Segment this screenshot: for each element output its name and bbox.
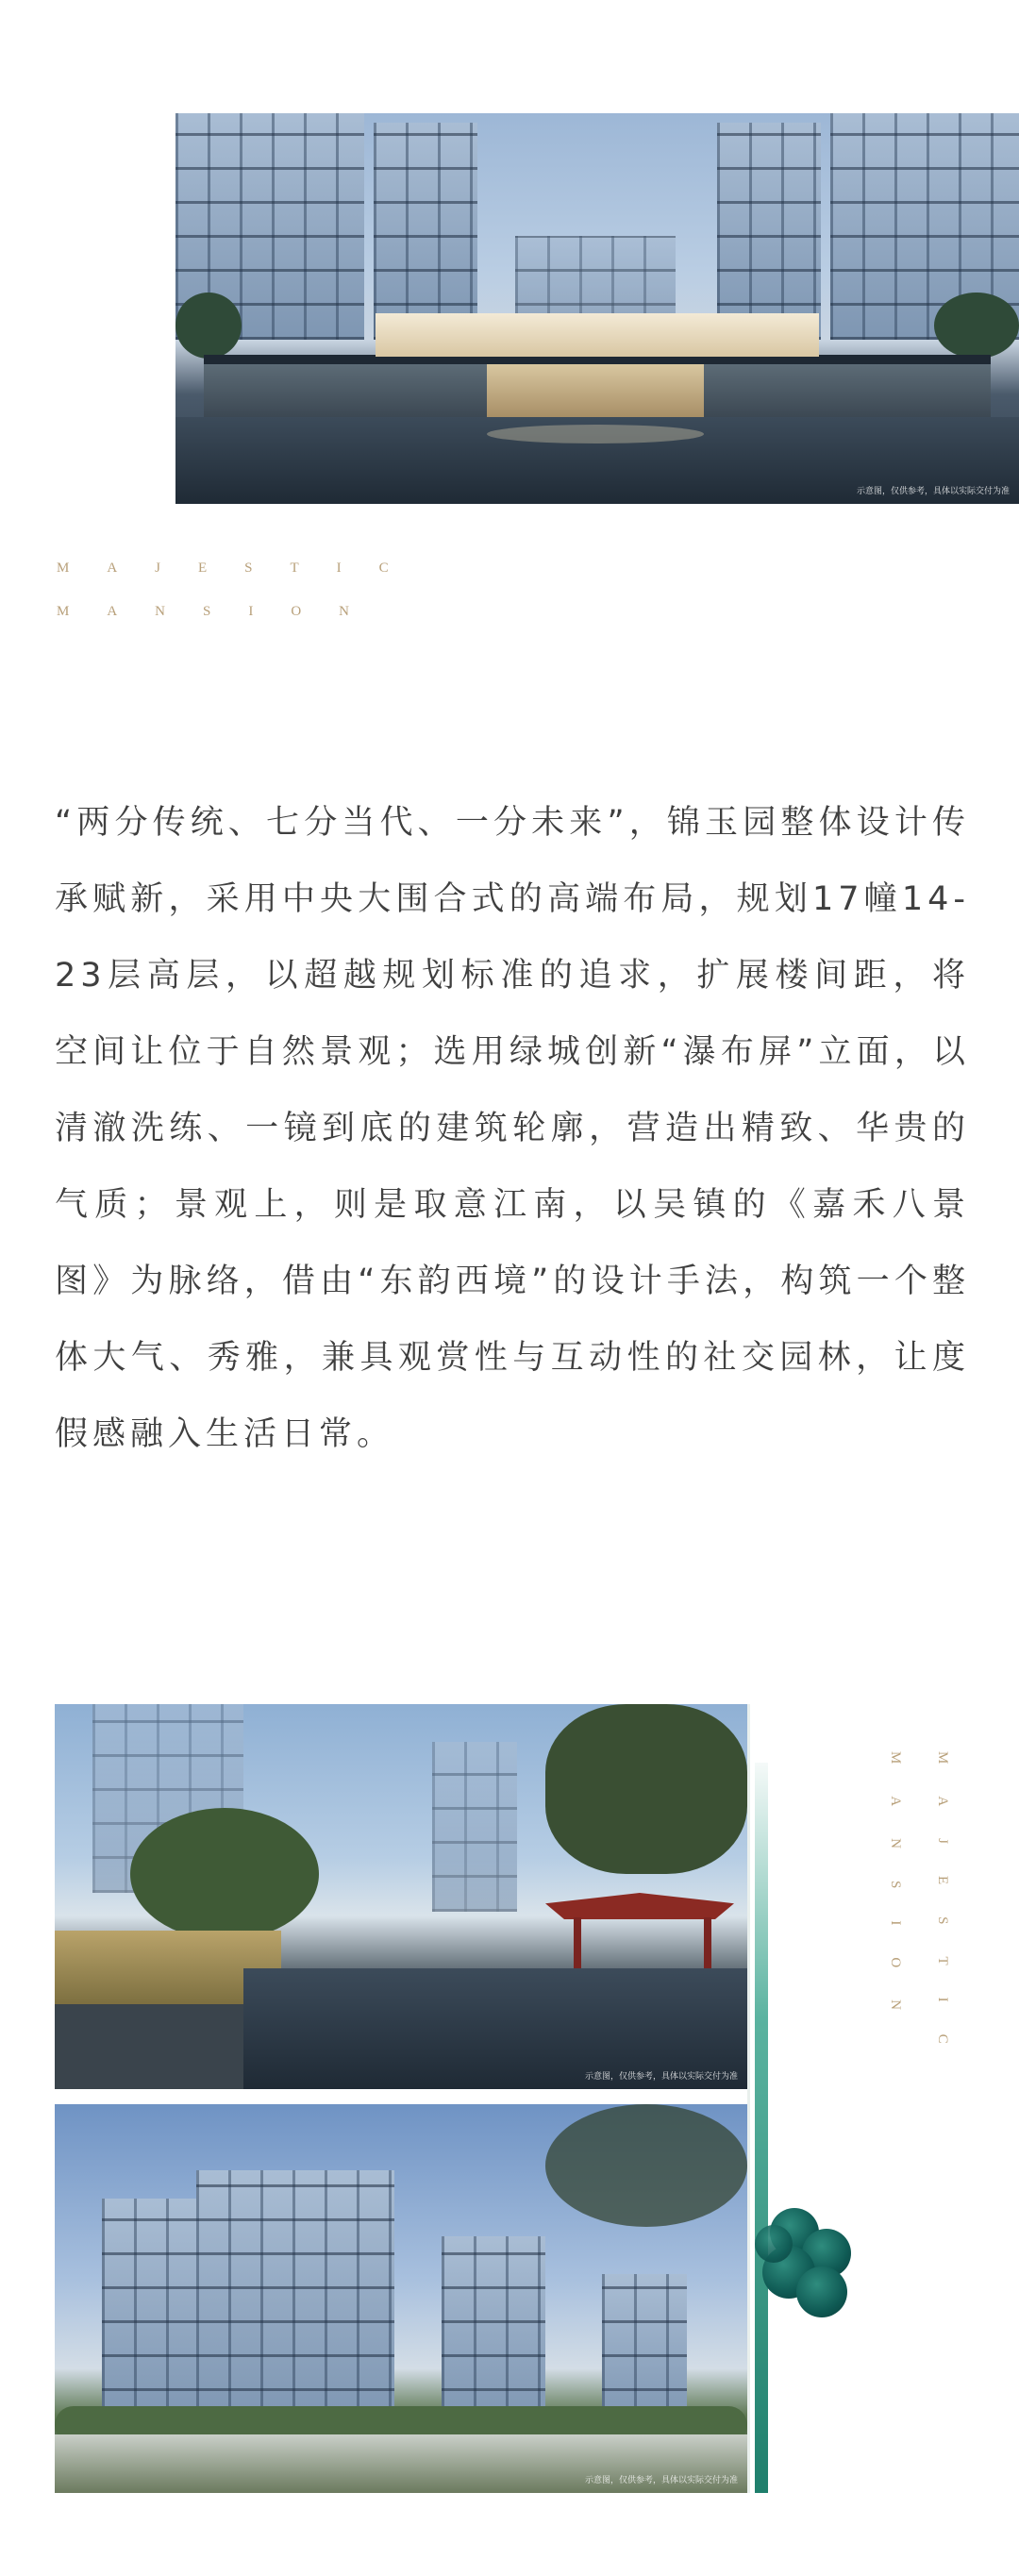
teal-flower-ornament [755, 2208, 859, 2321]
garden-caption: 示意图，仅供参考，具体以实际交付为准 [584, 2072, 738, 2082]
towers-caption: 示意图，仅供参考，具体以实际交付为准 [584, 2476, 738, 2485]
mansion-label-side: MANSION [888, 1751, 903, 2043]
teal-accent-bar [755, 1763, 768, 2493]
hero-caption: 示意图，仅供参考，具体以实际交付为准 [856, 487, 1010, 496]
mansion-label-top: MANSION [57, 604, 388, 619]
hero-render-image [175, 113, 1019, 504]
majestic-label-top: MAJESTIC [57, 560, 426, 576]
divider-line [747, 1704, 750, 2493]
garden-render-image [55, 1704, 747, 2089]
towers-render-image [55, 2104, 747, 2493]
intro-paragraph: “两分传统、七分当代、一分未来”，锦玉园整体设计传承赋新，采用中央大围合式的高端布局，规划17幢14-23层高层，以超越规划标准的追求，扩展楼间距，将空间让位于自然景观；选用绿城创新“瀑布屏”立面，以清澈洗练、一镜到底的建筑轮廓，营造出精致、华贵的气质；景观上，则是取意江南，以吴镇的《嘉禾八景图》为脉络，借由“东韵西境”的设计手法，构筑一个整体大气、秀雅，兼具观赏性与互动性的社交园林，让度假感融入生活日常。 [55, 804, 970, 1453]
majestic-label-side: MAJESTIC [935, 1751, 950, 2076]
